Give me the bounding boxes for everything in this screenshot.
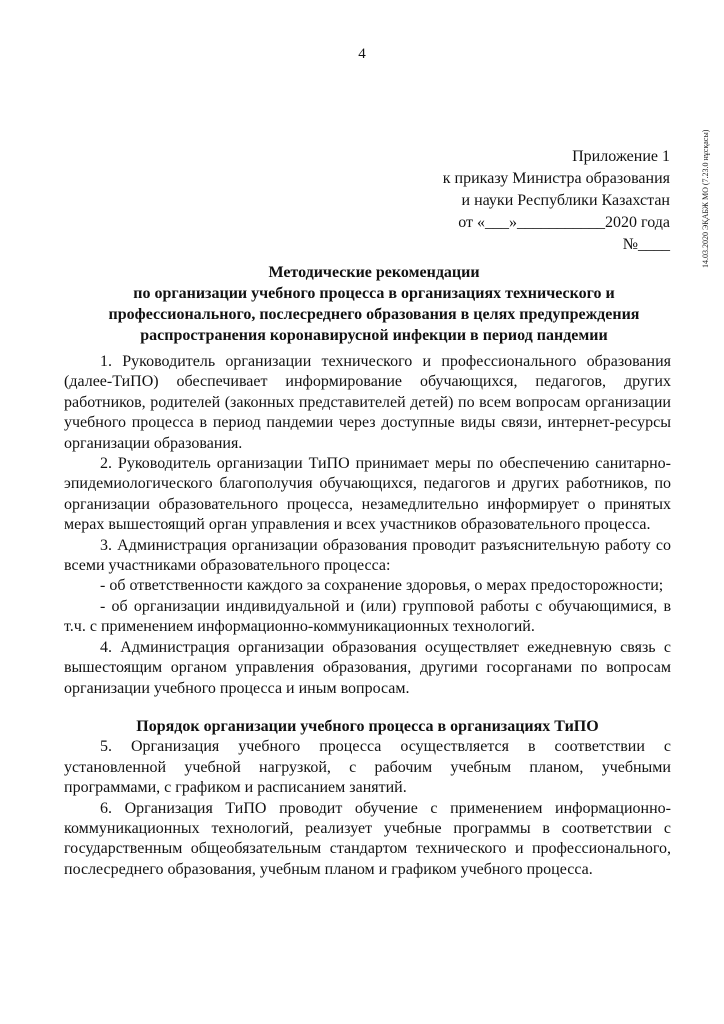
paragraph: 6. Организация ТиПО проводит обучение с применением информационно-коммуникационных технологий, реализует учебные программы в соответствии с государственным общеобязательным стандартом технического и профессионального, послесреднего образования, учебным планом и графиком учебного процесса. bbox=[64, 799, 671, 878]
paragraph: 1. Руководитель организации технического и профессионального образования (далее-ТиПО) обеспечивает информирование обучающихся, педагогов, других работников, родителей (законных представителей детей) по всем вопросам организации учебного процесса в период пандемии через доступные виды связи, интернет-ресурсы организации образования. bbox=[64, 353, 671, 452]
paragraph: - об ответственности каждого за сохранение здоровья, о мерах предосторожности; bbox=[100, 577, 664, 595]
document-title bbox=[64, 262, 684, 346]
section-heading: Порядок организации учебного процесса в организациях ТиПО bbox=[136, 717, 599, 735]
appendix-line: от «___»___________2020 года bbox=[458, 214, 670, 231]
appendix-line: и науки Республики Казахстан bbox=[461, 192, 670, 209]
appendix-line: к приказу Министра образования bbox=[442, 170, 670, 187]
title-line: распространения коронавирусной инфекции в период пандемии bbox=[140, 327, 608, 344]
paragraph: - об организации индивидуальной и (или) групповой работы с обучающимися, в т.ч. с применением информационно-коммуникационных технологий. bbox=[64, 597, 671, 636]
title-line: по организации учебного процесса в организациях технического и bbox=[133, 285, 615, 302]
appendix-line: №____ bbox=[622, 236, 670, 253]
title-line: профессионального, послесреднего образования в целях предупреждения bbox=[108, 306, 640, 323]
appendix-block bbox=[443, 146, 670, 256]
paragraph: 3. Администрация организации образования проводит разъяснительную работу со всеми участниками образовательного процесса: bbox=[64, 536, 671, 575]
appendix-line: Приложение 1 bbox=[572, 148, 670, 165]
side-stamp: 14.03.2020 ЭҚАБЖ МО (7.23.0 нұсқасы) bbox=[701, 129, 710, 268]
paragraph: 4. Администрация организации образования осуществляет ежедневную связь с вышестоящим органом управления образования, другими госорганами по вопросам организации учебного процесса и иным вопросам. bbox=[64, 638, 671, 697]
title-line: Методические рекомендации bbox=[268, 264, 480, 281]
document-body bbox=[64, 352, 671, 880]
paragraph: 2. Руководитель организации ТиПО принимает меры по обеспечению санитарно-эпидемиологического благополучия обучающихся, педагогов и других работников, по организации образовательного процесса, незамедлительно информирует о принятых мерах вышестоящий орган управления и всех участников образовательного процесса. bbox=[64, 455, 671, 534]
page-number: 4 bbox=[358, 46, 366, 62]
paragraph: 5. Организация учебного процесса осуществляется в соответствии с установленной учебной нагрузкой, с рабочим учебным планом, учебными программами, с графиком и расписанием занятий. bbox=[64, 738, 671, 797]
